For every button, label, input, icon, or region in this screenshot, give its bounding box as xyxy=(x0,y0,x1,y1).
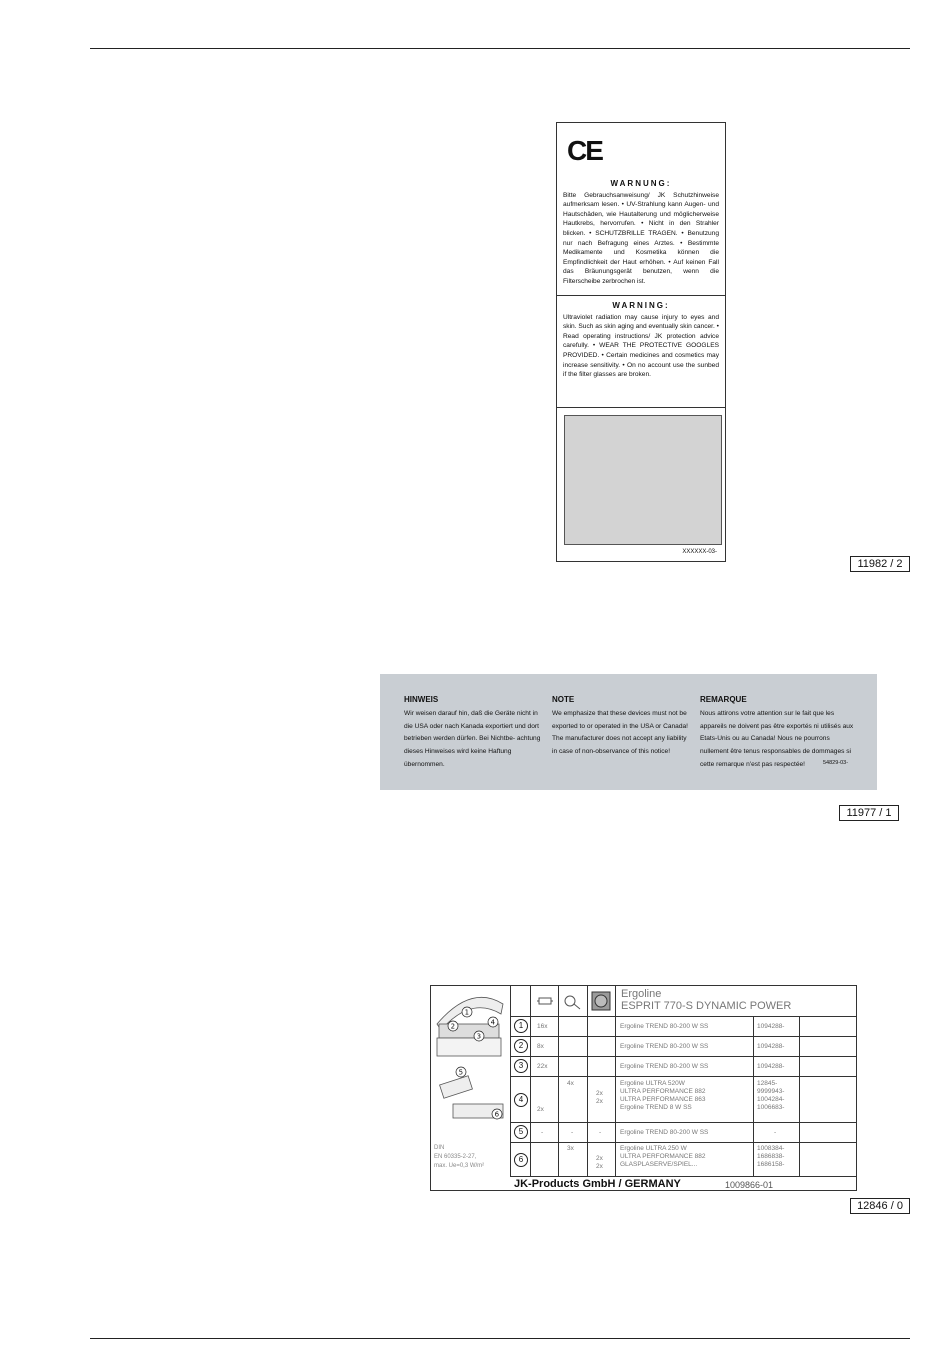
warning-label xyxy=(556,122,726,562)
german-warning-heading: WARNUNG: xyxy=(610,179,672,188)
sunbed-diagram-icon xyxy=(431,986,510,1124)
english-warning-heading: WARNING: xyxy=(612,301,670,310)
english-warning-section xyxy=(557,301,725,380)
row-description: Ergoline TREND 80-200 W SS xyxy=(620,1129,709,1136)
row-qty: - xyxy=(599,1129,602,1136)
notice-code: 54829-03- xyxy=(823,760,849,766)
row-number: 5 xyxy=(514,1125,528,1139)
notice-text-french: Nous attirons votre attention sur le fait que les appareils ne doivent pas être exportés ni utilisés aux Etats-Unis ou au Canada! Nous ne pourrons nullement être tenus responsables de dommages si cette remarque n'est pas respectée! xyxy=(700,709,854,768)
row-qty: 2x xyxy=(537,1106,544,1113)
ce-mark: CE xyxy=(567,135,602,166)
row-qty: 16x xyxy=(537,1023,548,1030)
row-description: Ergoline TREND 80-200 W SS xyxy=(620,1043,709,1050)
row-number: 2 xyxy=(514,1039,528,1053)
row-number: 1 xyxy=(514,1019,528,1033)
notice-text-german: Wir weisen darauf hin, daß die Geräte nicht in die USA oder nach Kanada exportiert und dort betrieben werden dürfen. Bei Nichtbe- achtung dieses Hinweises wird keine Haftung übernommen. xyxy=(404,709,541,768)
row-description: Ergoline ULTRA 520W ULTRA PERFORMANCE 882 ULTRA PERFORMANCE 863 Ergoline TREND 8 W SS xyxy=(620,1080,706,1111)
table-code: 1009866-01 xyxy=(725,1180,774,1190)
row-qty: 2x 2x xyxy=(596,1155,603,1170)
figure-ref-11977: 11977 / 1 xyxy=(839,805,899,821)
german-warning-section xyxy=(557,179,725,287)
row-part-number: 1008384- 1686838- 1686158- xyxy=(757,1145,785,1168)
row-part-number: - xyxy=(774,1129,777,1136)
row-part-number: 1094288- xyxy=(757,1043,785,1050)
notice-text-english: We emphasize that these devices must not be exported to or operated in the USA or Canada! The manufacturer does not accept any liability in case of non-observance of this notice! xyxy=(552,709,688,756)
top-rule xyxy=(90,48,910,49)
table-line xyxy=(510,1056,856,1057)
table-line xyxy=(510,1176,856,1177)
figure-ref-11982: 11982 / 2 xyxy=(850,556,910,572)
lamp-tube-icon xyxy=(535,990,555,1012)
product-brand: Ergoline xyxy=(621,988,662,1000)
label-divider xyxy=(557,407,725,408)
table-line xyxy=(615,986,616,1176)
bottom-rule xyxy=(90,1338,910,1339)
notice-heading-french: REMARQUE xyxy=(700,695,747,704)
table-line xyxy=(799,1016,800,1176)
row-qty: 22x xyxy=(537,1063,548,1070)
standard-text: DIN EN 60335-2-27, max. Ue=0,3 W/m² xyxy=(434,1145,485,1169)
svg-text:4: 4 xyxy=(490,1018,496,1027)
row-qty: - xyxy=(541,1129,544,1136)
row-qty: 4x xyxy=(567,1080,574,1087)
table-line xyxy=(510,1016,856,1017)
label-divider xyxy=(557,295,725,296)
svg-text:1: 1 xyxy=(464,1008,470,1017)
table-line xyxy=(530,986,531,1176)
figure-ref-12846: 12846 / 0 xyxy=(850,1198,910,1214)
table-line xyxy=(558,986,559,1176)
svg-text:3: 3 xyxy=(476,1032,482,1041)
notice-heading-german: HINWEIS xyxy=(404,695,439,704)
row-number: 4 xyxy=(514,1093,528,1107)
table-line xyxy=(753,1016,754,1176)
row-qty: - xyxy=(571,1129,574,1136)
table-line xyxy=(510,1036,856,1037)
manufacturer-name: JK-Products GmbH / GERMANY xyxy=(514,1178,681,1190)
row-qty: 3x xyxy=(567,1145,574,1152)
notice-column-english xyxy=(552,694,689,759)
row-part-number: 1094288- xyxy=(757,1063,785,1070)
table-line xyxy=(510,1142,856,1143)
svg-text:5: 5 xyxy=(458,1068,464,1077)
high-pressure-lamp-icon xyxy=(591,990,611,1012)
sunbed-illustration xyxy=(431,986,511,1124)
row-number: 3 xyxy=(514,1059,528,1073)
notice-heading-english: NOTE xyxy=(552,695,575,704)
english-warning-text: Ultraviolet radiation may cause injury to eyes and skin. Such as skin aging and eventually skin cancer. • Read operating instructions/ JK protection advice carefully. • WEAR THE PROTECTIVE GOOGLES PROVIDED. • Certain medicines and cosmetics may increase sensitivity. • On no account use the sunbed if the filter glasses are broken. xyxy=(563,313,719,379)
row-description: Ergoline TREND 80-200 W SS xyxy=(620,1023,709,1030)
row-part-number: 1094288- xyxy=(757,1023,785,1030)
table-line xyxy=(587,986,588,1176)
table-line xyxy=(510,1076,856,1077)
face-lamp-icon xyxy=(562,990,582,1012)
row-description: Ergoline TREND 80-200 W SS xyxy=(620,1063,709,1070)
table-line xyxy=(510,986,511,1176)
export-notice-banner xyxy=(380,674,877,790)
lamp-specification-table xyxy=(430,985,857,1191)
row-number: 6 xyxy=(514,1153,528,1167)
german-warning-text: Bitte Gebrauchsanweisung/ JK Schutzhinweise aufmerksam lesen. • UV-Strahlung kann Augen- und Hautschäden, wie Hautalterung und möglicherweise Hautkrebs, hervorrufen. • Nicht in den Strahler blicken. • SCHUTZBRILLE TRAGEN. • Benutzung nur nach Befragung eines Arztes. • Bestimmte Medikamente und Kosmetika können die Empfindlichkeit der Haut erhöhen. • Auf keinen Fall das Bräunungsgerät benutzen, wenn die Filterscheibe zerbrochen ist. xyxy=(563,191,719,285)
svg-text:6: 6 xyxy=(494,1110,500,1119)
label-code: XXXXXX-03- xyxy=(682,549,717,555)
product-model: ESPRIT 770-S DYNAMIC POWER xyxy=(621,1000,792,1012)
svg-text:2: 2 xyxy=(450,1022,456,1031)
label-grey-panel xyxy=(564,415,722,545)
row-part-number: 12845- 9999943- 1004284- 1006683- xyxy=(757,1080,785,1111)
product-name xyxy=(621,988,791,1012)
row-qty: 8x xyxy=(537,1043,544,1050)
row-description: Ergoline ULTRA 250 W ULTRA PERFORMANCE 882 GLASPLASERVE/SPIEL... xyxy=(620,1145,706,1168)
row-qty: 2x 2x xyxy=(596,1090,603,1105)
notice-column-german xyxy=(404,694,541,772)
table-line xyxy=(510,1122,856,1123)
